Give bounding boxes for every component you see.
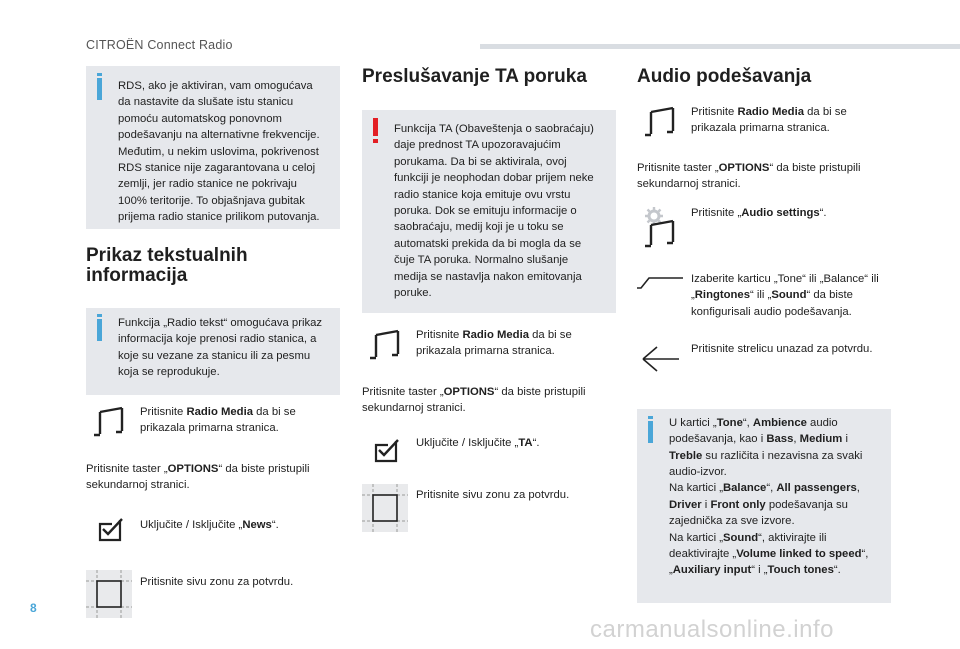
column-3 [637, 66, 891, 603]
options-instruction: Pritisnite taster „OPTIONS“ da biste pristupili sekundarnoj stranici. [86, 463, 310, 492]
music-note-icon [90, 404, 130, 444]
step-bold: Radio Media [186, 406, 254, 418]
info-icon [97, 78, 102, 100]
audio-note-line-2: Na kartici „Balance“, All passengers, Driver i Front only podešavanja su zajednička za sve izvore. [669, 482, 860, 528]
music-note-icon [366, 327, 406, 367]
warning-icon [373, 118, 378, 136]
step-grey-zone: Pritisnite sivu zonu za potvrdu. [362, 484, 616, 532]
section-heading-audio: Audio podešavanja [637, 66, 812, 87]
watermark-text: carmanualsonline.info [590, 616, 834, 643]
step-text: Pritisnite [140, 406, 187, 418]
info-icon [97, 319, 102, 341]
audio-settings-icon [641, 205, 681, 251]
back-arrow-icon [639, 341, 683, 381]
tab-icon [637, 271, 683, 295]
radiotext-note-text: Funkcija „Radio tekst“ omogućava prikaz informacija koje prenosi radio stanica, a koje su vezane za stanicu ili za pesmu koja se reprodukuje. [118, 317, 323, 379]
rds-note-text: RDS, ako je aktiviran, vam omogućava da nastavite da slušate istu stanicu pomoću automatskog ponovnom podešavanju na alternativne frekvencije. Međutim, u nekim uslovima, pokrivenost RDS stanice nije zagarantovana u celoj zemlji, jer radio stanice ne pokrivaju 100% teritorije. To objašnjava gubitak prijema radio stanice prilikom putovanja. [118, 80, 320, 224]
section-heading-ta: Preslušavanje TA poruka [362, 66, 587, 87]
step-text: da bi se prikazala primarna stranica. [140, 406, 296, 435]
step-back-arrow: Pritisnite strelicu unazad za potvrdu. [637, 341, 891, 387]
checkbox-icon [90, 509, 130, 549]
step-radio-media: Pritisnite Radio Media da bi se prikazala primarna stranica. [362, 327, 616, 371]
checkbox-icon [366, 430, 406, 470]
radiotext-info-box [86, 308, 340, 395]
grey-zone-icon [362, 484, 408, 532]
rds-info-box [86, 66, 340, 229]
audio-note-line-3: Na kartici „Sound“, aktivirajte ili deaktivirajte „Volume linked to speed“, „Auxiliary input“ i „Touch tones“. [669, 531, 869, 577]
step-select-tab: Izaberite karticu „Tone“ ili „Balance“ ili „Ringtones“ ili „Sound“ da biste konfigurisali audio podešavanja. [637, 271, 891, 323]
options-instruction: Pritisnite taster „OPTIONS“ da biste pristupili sekundarnoj stranici. [637, 162, 861, 191]
page-number: 8 [30, 601, 37, 615]
info-icon [648, 421, 653, 443]
column-2 [362, 66, 616, 532]
ta-note-text: Funkcija TA (Obaveštenja o saobraćaju) daje prednost TA upozoravajućim porukama. Da bi se aktivirala, ovoj funkciji je neophodan dobar prijem neke radio stanice koja emituje ovu vrstu poruka. Dok se emituju informacije o saobraćaju, medij koji je u toku se automatski prekida da bi mogla da se čuje TA poruka. Normalno slušanje medija se nastavlja nakon emitovanja poruke. [394, 123, 594, 300]
section-heading-text-info: Prikaz tekstualnih informacija [86, 245, 248, 286]
step-audio-settings: Pritisnite „Audio settings“. [637, 205, 891, 255]
ta-info-box [362, 110, 616, 313]
column-1 [86, 66, 340, 618]
page-header-title: CITROËN Connect Radio [86, 38, 233, 52]
step-toggle-news: Uključite / Isključite „News“. [86, 509, 340, 549]
step-toggle-ta: Uključite / Isključite „TA“. [362, 430, 616, 470]
step-radio-media: Pritisnite Radio Media da bi se prikazala primarna stranica. [637, 104, 891, 146]
step-grey-zone: Pritisnite sivu zonu za potvrdu. [86, 570, 340, 618]
options-instruction: Pritisnite taster „OPTIONS“ da biste pristupili sekundarnoj stranici. [362, 386, 586, 415]
audio-info-box [637, 409, 891, 603]
step-radio-media [86, 404, 340, 450]
audio-note-line-1: U kartici „Tone“, Ambience audio podešavanja, kao i Bass, Medium i Treble su različita i nezavisna za svaki audio-izvor. [669, 416, 863, 479]
grey-zone-icon [86, 570, 132, 618]
music-note-icon [641, 104, 681, 144]
page-header-bar [480, 44, 960, 49]
